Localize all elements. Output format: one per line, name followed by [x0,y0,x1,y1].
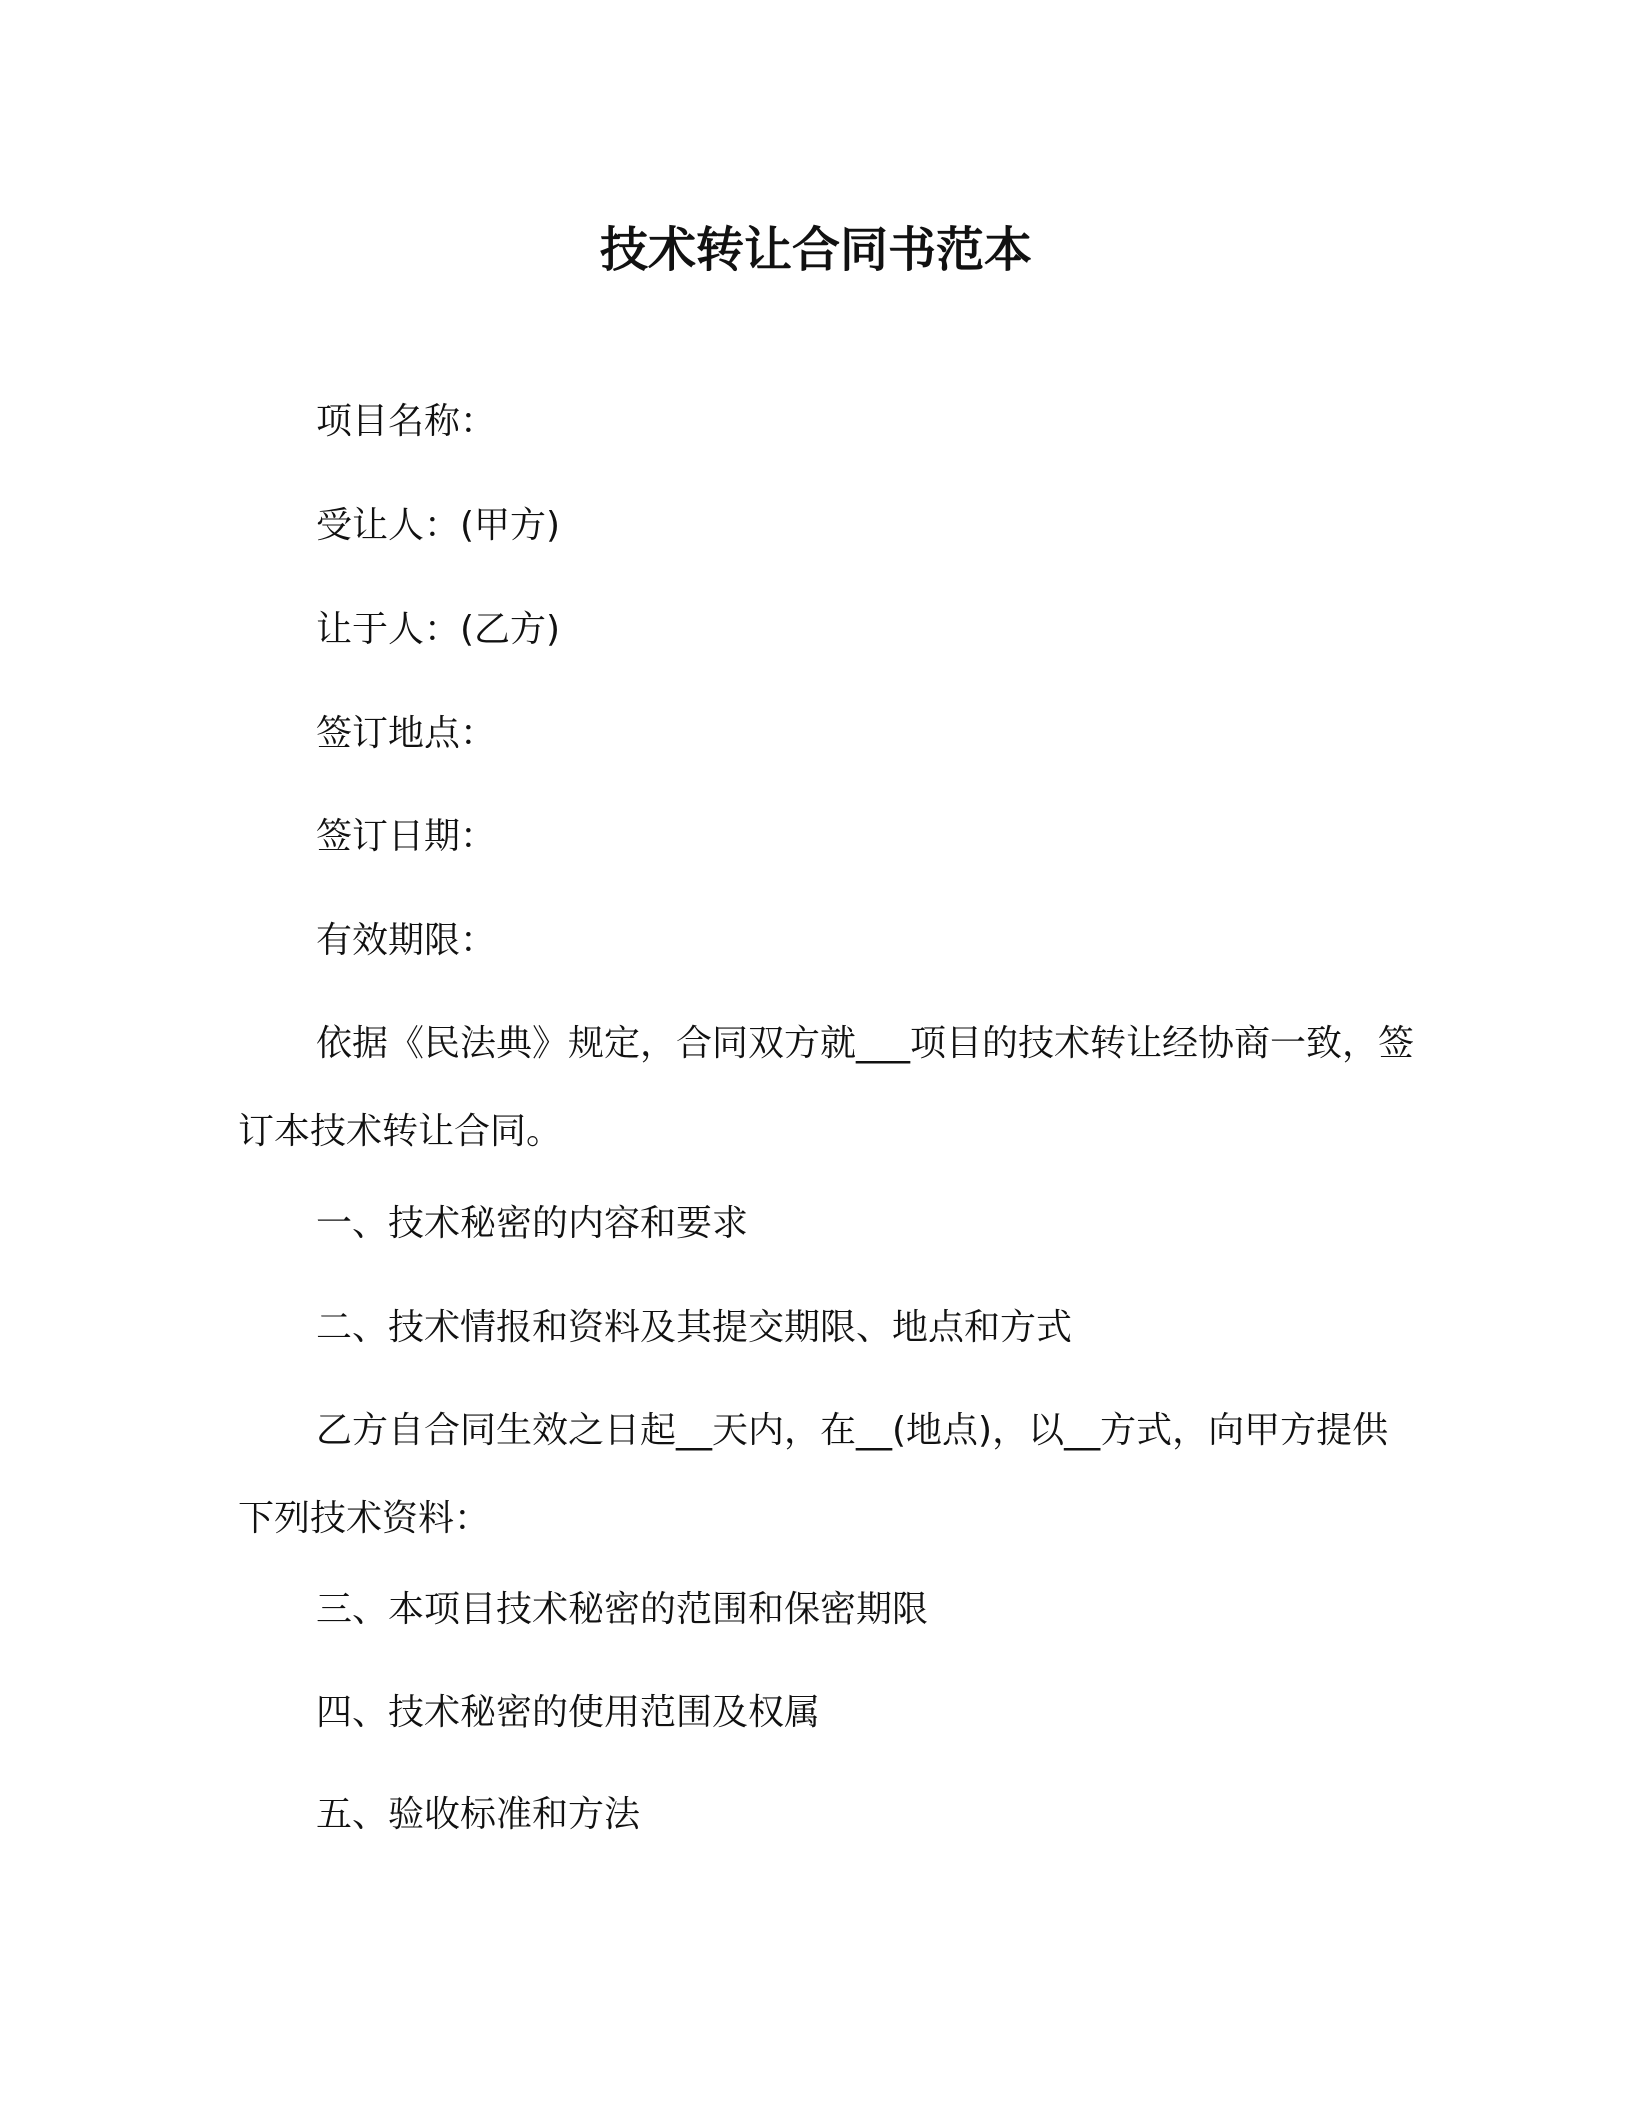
section-heading-1: 一、技术秘密的内容和要求 [316,1203,749,1244]
field-signing-place: 签订地点： [316,713,497,754]
section-heading-5: 五、验收标准和方法 [316,1794,641,1835]
section-heading-4: 四、技术秘密的使用范围及权属 [316,1692,821,1733]
section-heading-3: 三、本项目技术秘密的范围和保密期限 [316,1589,929,1630]
intro-paragraph: 依据《民法典》规定，合同双方就___项目的技术转让经协商一致，签订本技术转让合同。 [238,1023,1415,1152]
document-title: 技术转让合同书范本 [599,222,1032,278]
field-signing-date: 签订日期： [316,816,497,857]
field-transferee: 受让人：(甲方) [316,505,561,546]
section-heading-2: 二、技术情报和资料及其提交期限、地点和方式 [316,1307,1073,1348]
section-2-paragraph: 乙方自合同生效之日起__天内，在__(地点)，以__方式，向甲方提供下列技术资料： [238,1410,1389,1539]
field-validity-period: 有效期限： [316,920,497,961]
field-project-name: 项目名称： [316,401,497,442]
field-transferor: 让于人：(乙方) [316,609,561,650]
